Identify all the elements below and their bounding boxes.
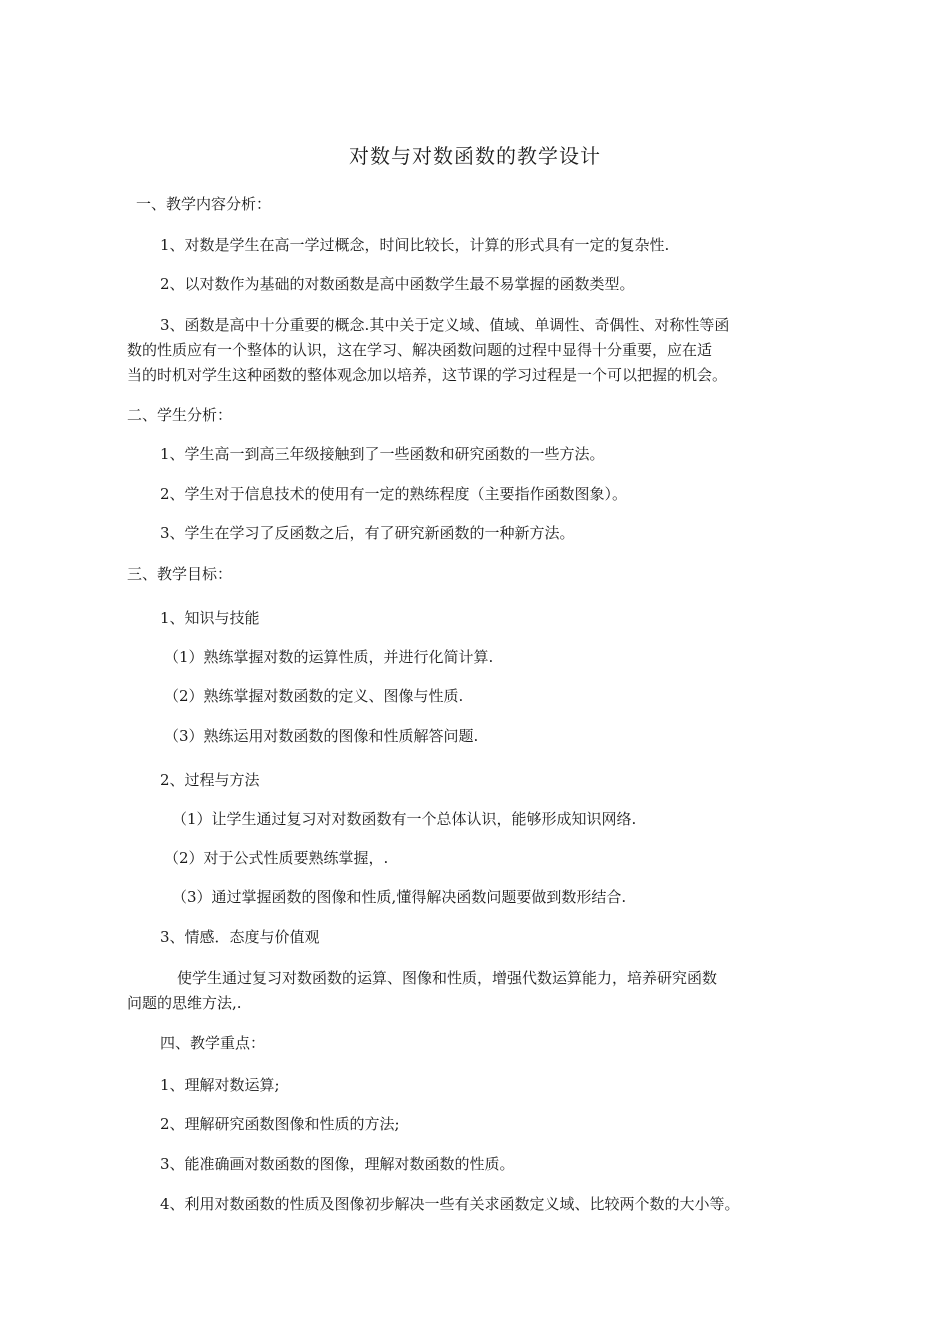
section-heading-student-analysis: 二、学生分析：: [127, 406, 233, 424]
student-analysis-item-1: 1、学生高一到高三年级接触到了一些函数和研究函数的一些方法。: [160, 445, 605, 463]
content-analysis-item-3-line-3: 当的时机对学生这种函数的整体观念加以培养，这节课的学习过程是一个可以把握的机会。: [127, 366, 728, 384]
goal-process-1: （1）让学生通过复习对对数函数有一个总体认识，能够形成知识网络.: [172, 810, 637, 828]
goal-group-knowledge-skills: 1、知识与技能: [160, 609, 260, 627]
content-analysis-item-3-line-2: 数的性质应有一个整体的认识，这在学习、解决函数问题的过程中显得十分重要，应在适: [127, 341, 713, 359]
section-heading-teaching-goals: 三、教学目标：: [127, 565, 233, 583]
goal-group-process-methods: 2、过程与方法: [160, 771, 260, 789]
teaching-focus-item-1: 1、理解对数运算;: [160, 1076, 280, 1094]
goal-process-2: （2）对于公式性质要熟练掌握，.: [164, 849, 389, 867]
section-heading-content-analysis: 一、教学内容分析：: [136, 195, 272, 213]
student-analysis-item-3: 3、学生在学习了反函数之后，有了研究新函数的一种新方法。: [160, 524, 575, 542]
section-heading-teaching-focus: 四、教学重点：: [160, 1034, 266, 1052]
goal-attitude-line-1: 使学生通过复习对数函数的运算、图像和性质，增强代数运算能力，培养研究函数: [177, 969, 718, 987]
goal-process-3: （3）通过掌握函数的图像和性质,懂得解决函数问题要做到数形结合.: [172, 888, 627, 906]
student-analysis-item-2: 2、学生对于信息技术的使用有一定的熟练程度（主要指作函数图象）。: [160, 485, 628, 503]
goal-group-attitude-values: 3、情感．态度与价值观: [160, 928, 320, 946]
teaching-focus-item-2: 2、理解研究函数图像和性质的方法;: [160, 1115, 400, 1133]
document-title: 对数与对数函数的教学设计: [349, 144, 601, 168]
goal-knowledge-3: （3）熟练运用对数函数的图像和性质解答问题.: [164, 727, 479, 745]
content-analysis-item-3-line-1: 3、函数是高中十分重要的概念.其中关于定义域、值域、单调性、奇偶性、对称性等函: [160, 316, 730, 334]
goal-knowledge-1: （1）熟练掌握对数的运算性质，并进行化简计算.: [164, 648, 494, 666]
goal-knowledge-2: （2）熟练掌握对数函数的定义、图像与性质.: [164, 687, 464, 705]
teaching-focus-item-3: 3、能准确画对数函数的图像，理解对数函数的性质。: [160, 1155, 515, 1173]
goal-attitude-line-2: 问题的思维方法,.: [127, 994, 242, 1012]
teaching-focus-item-4: 4、利用对数函数的性质及图像初步解决一些有关求函数定义域、比较两个数的大小等。: [160, 1195, 740, 1213]
content-analysis-item-2: 2、以对数作为基础的对数函数是高中函数学生最不易掌握的函数类型。: [160, 275, 635, 293]
content-analysis-item-1: 1、对数是学生在高一学过概念，时间比较长，计算的形式具有一定的复杂性.: [160, 236, 670, 254]
